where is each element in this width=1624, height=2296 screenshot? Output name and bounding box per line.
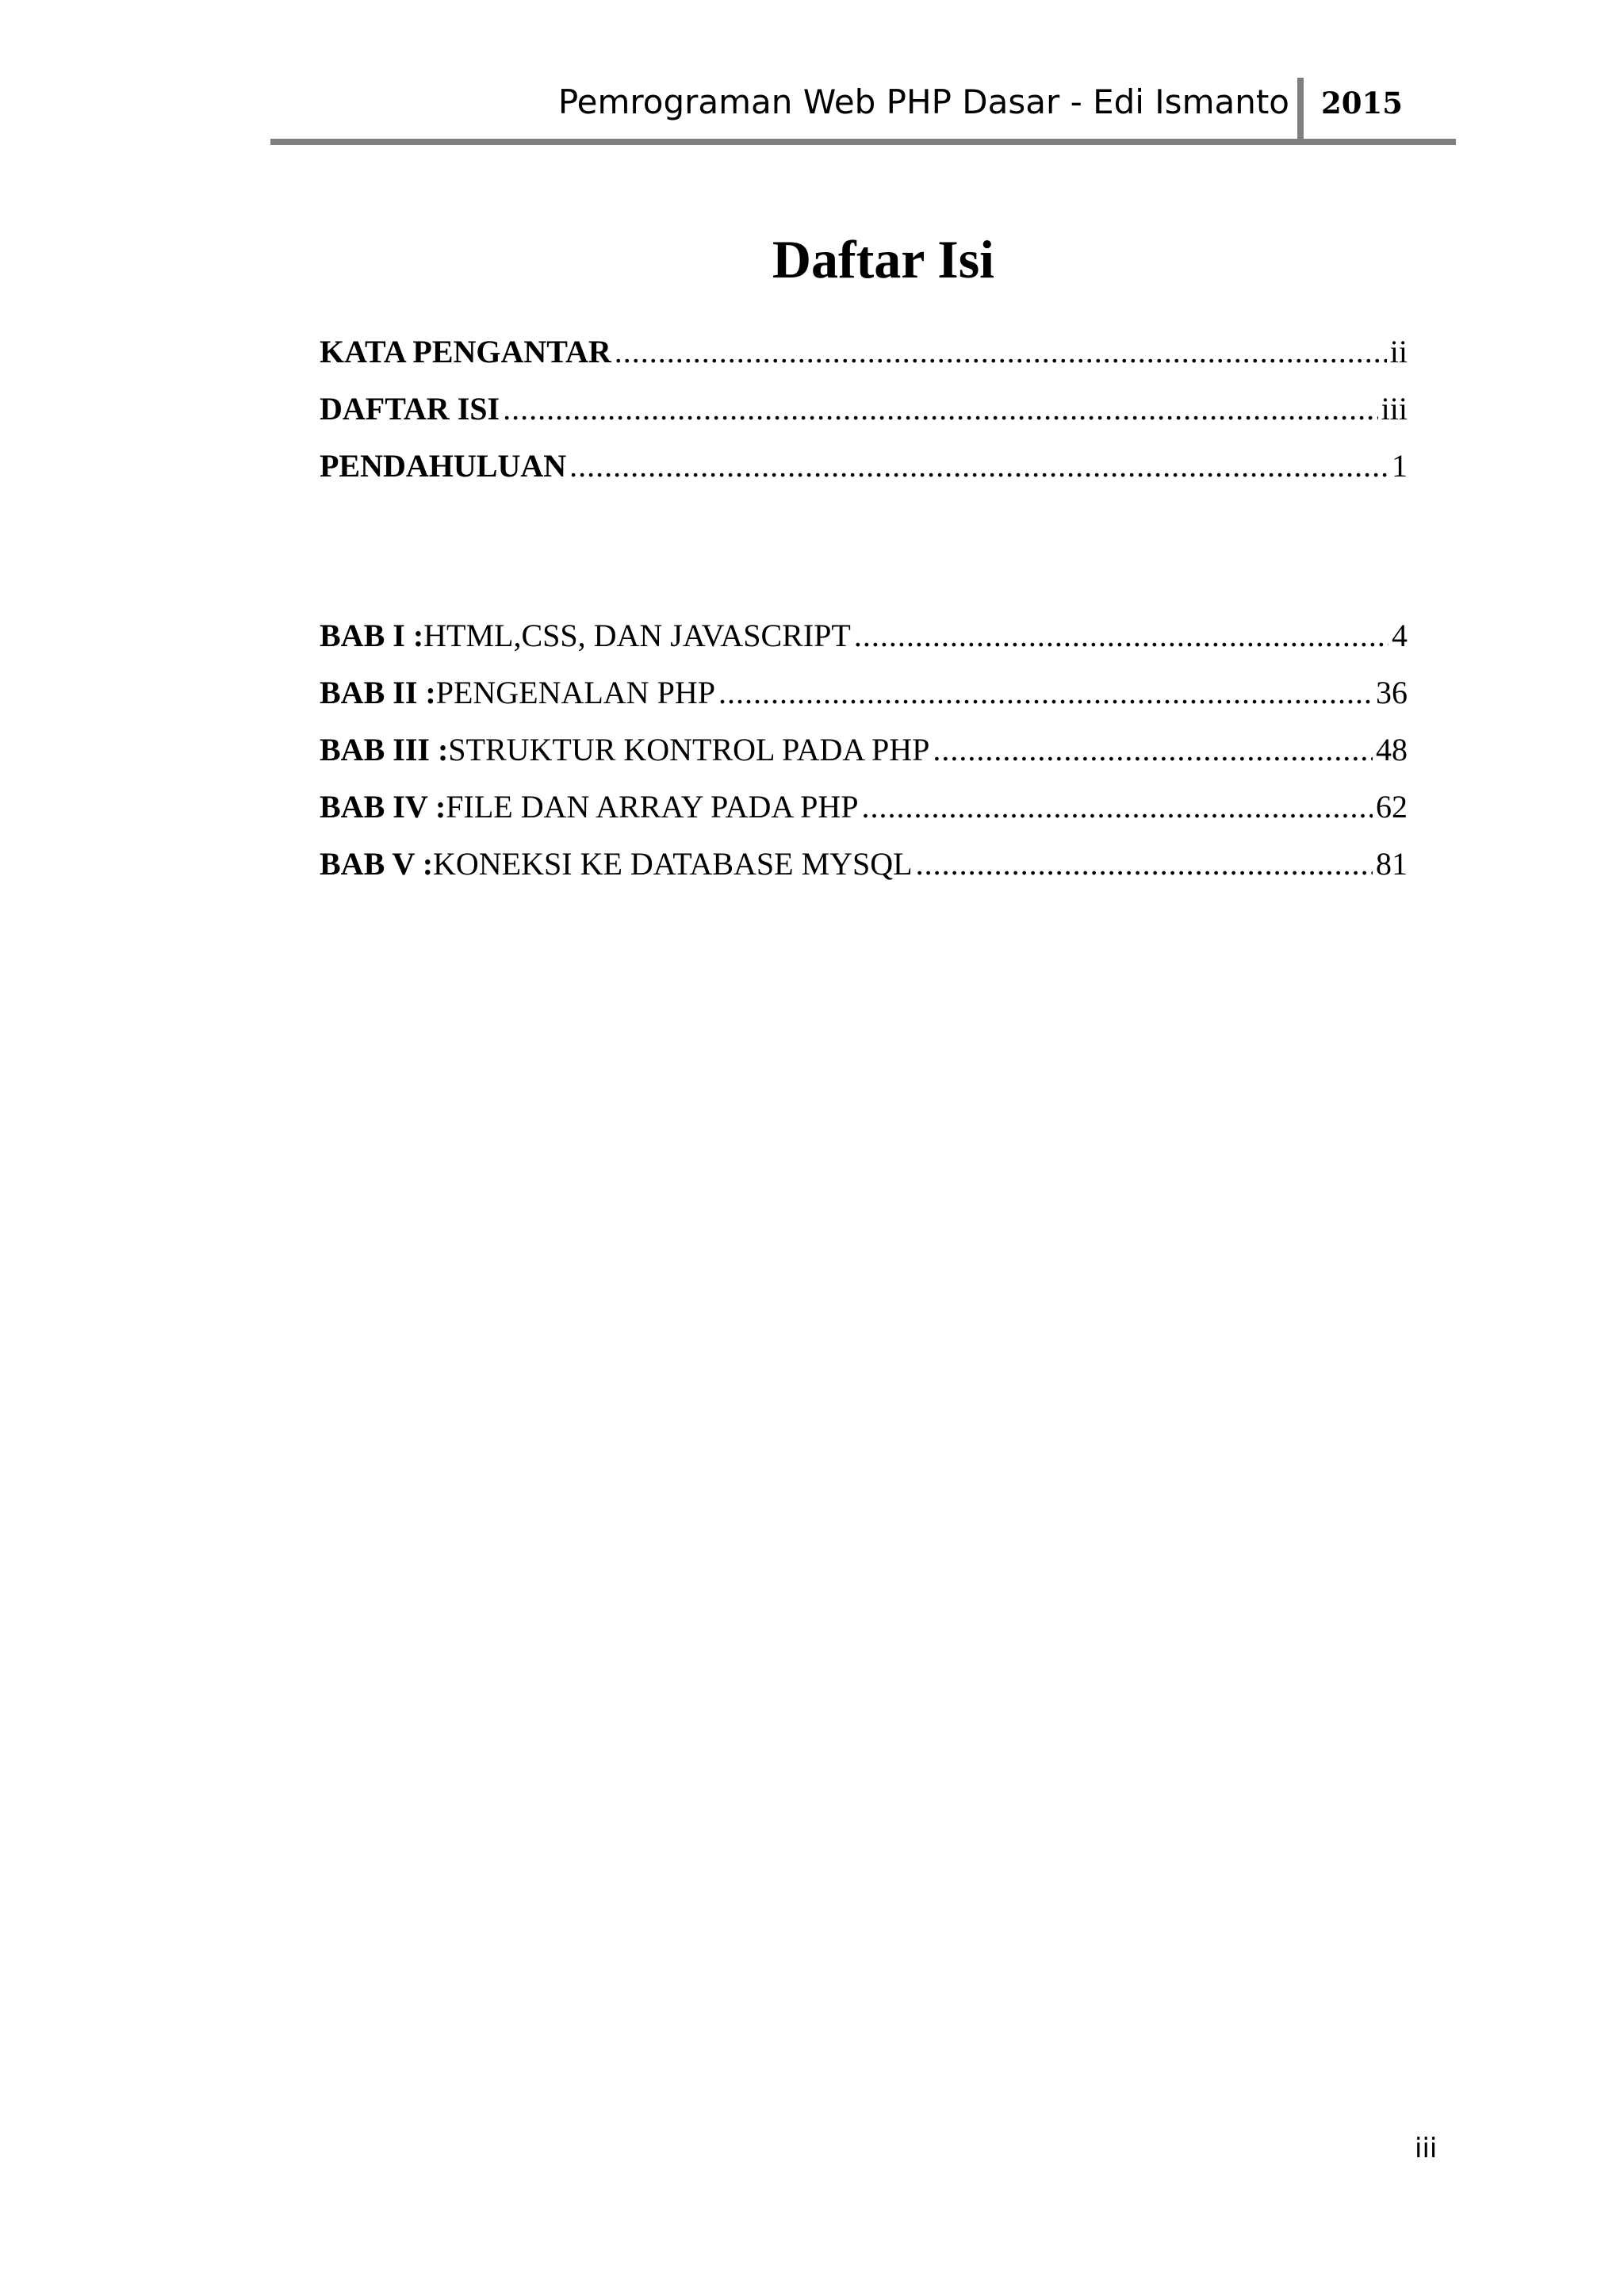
- toc-entry-label: DAFTAR ISI: [320, 391, 500, 427]
- toc-chapter-label: BAB III :: [320, 732, 449, 767]
- page-title: Daftar Isi: [772, 229, 995, 289]
- toc-entry-bab-2[interactable]: [320, 674, 1408, 731]
- toc-chapter-title: KONEKSI KE DATABASE MYSQL: [433, 846, 913, 882]
- toc-chapter-label: BAB V :: [320, 846, 434, 882]
- toc-entry-bab-1[interactable]: [320, 617, 1408, 674]
- toc-chapters: [320, 617, 1408, 902]
- header-rule: [270, 139, 1456, 145]
- toc-leader-dots: [569, 447, 1388, 484]
- page-number: iii: [1415, 2133, 1438, 2164]
- toc-leader-dots: [854, 617, 1388, 654]
- toc-entry-kata-pengantar[interactable]: [320, 333, 1408, 390]
- toc-page-number: 4: [1392, 618, 1408, 653]
- toc-leader-dots: [861, 788, 1373, 825]
- header-title: Pemrograman Web PHP Dasar - Edi Ismanto: [557, 82, 1289, 121]
- toc-page-number: 62: [1376, 789, 1408, 825]
- toc-entry-bab-5[interactable]: [320, 845, 1408, 902]
- toc-page-number: 36: [1376, 675, 1408, 710]
- toc-chapter-title: PENGENALAN PHP: [435, 675, 715, 710]
- toc-page-number: 48: [1376, 732, 1408, 767]
- toc-chapter-label: BAB I :: [320, 618, 424, 653]
- toc-leader-dots: [718, 674, 1373, 711]
- toc-entry-bab-4[interactable]: [320, 788, 1408, 845]
- toc-chapter-title: FILE DAN ARRAY PADA PHP: [446, 789, 859, 825]
- toc-entry-bab-3[interactable]: [320, 731, 1408, 788]
- header-year: 2015: [1321, 86, 1403, 121]
- toc-leader-dots: [615, 333, 1387, 370]
- toc-chapter-title: STRUKTUR KONTROL PADA PHP: [448, 732, 930, 767]
- toc-front-matter: [320, 333, 1408, 504]
- toc-chapter-label: BAB II :: [320, 675, 436, 710]
- toc-entry-label: KATA PENGANTAR: [320, 334, 611, 369]
- toc-leader-dots: [916, 845, 1373, 882]
- toc-page-number: 1: [1392, 448, 1408, 484]
- toc-page-number: 81: [1376, 846, 1408, 882]
- toc-leader-dots: [503, 390, 1378, 427]
- toc-page-number: iii: [1381, 391, 1408, 427]
- toc-entry-daftar-isi[interactable]: [320, 390, 1408, 447]
- header-divider: [1297, 78, 1304, 143]
- toc-page-number: ii: [1389, 334, 1408, 369]
- toc-leader-dots: [933, 731, 1373, 768]
- toc-chapter-label: BAB IV :: [320, 789, 446, 825]
- toc-entry-label: PENDAHULUAN: [320, 448, 567, 484]
- toc-entry-pendahuluan[interactable]: [320, 447, 1408, 504]
- toc-chapter-title: HTML,CSS, DAN JAVASCRIPT: [423, 618, 851, 653]
